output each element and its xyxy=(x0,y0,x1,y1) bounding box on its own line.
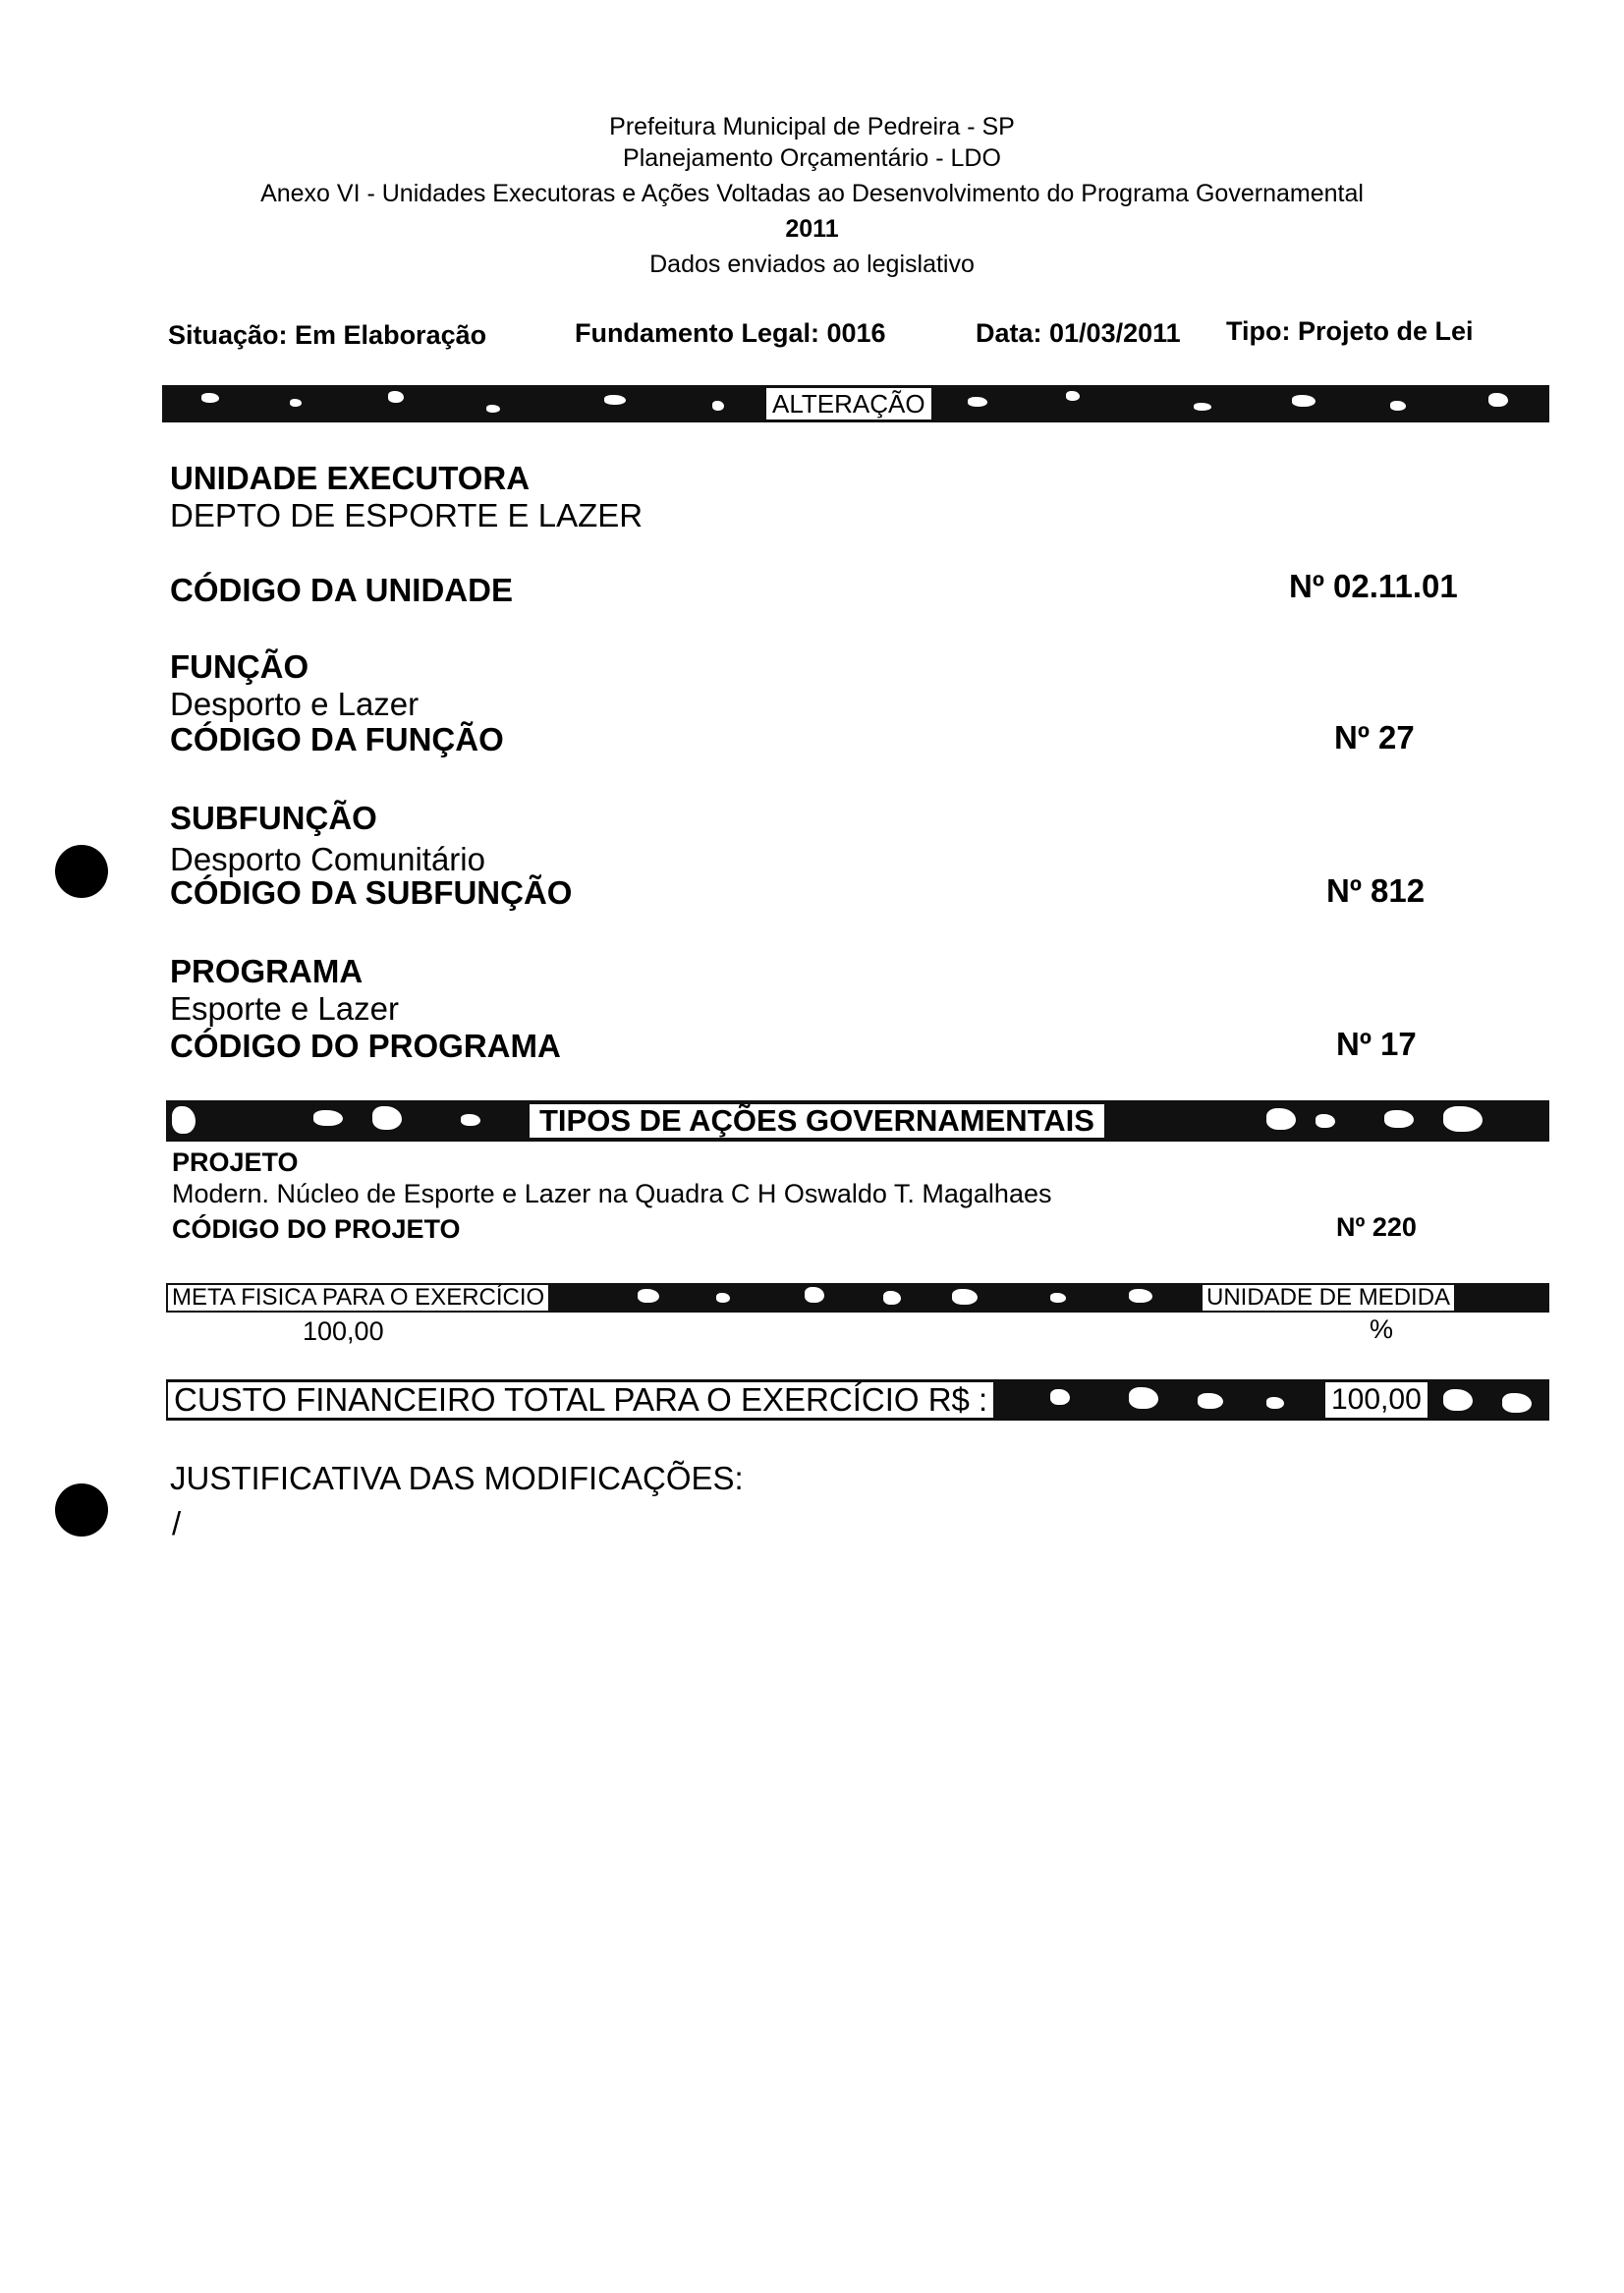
programa-title: PROGRAMA xyxy=(170,953,364,989)
meta-fisica-label: META FISICA PARA O EXERCÍCIO xyxy=(168,1285,548,1311)
punch-hole-upper xyxy=(55,845,108,898)
unidade-medida-label: UNIDADE DE MEDIDA xyxy=(1203,1285,1454,1311)
custo-label: CUSTO FINANCEIRO TOTAL PARA O EXERCÍCIO R$ : xyxy=(168,1382,993,1418)
unidade-code: Nº 02.11.01 xyxy=(1289,568,1458,604)
header-year: 2011 xyxy=(785,215,839,243)
justificativa-label: JUSTIFICATIVA DAS MODIFICAÇÕES: xyxy=(170,1460,744,1496)
unidade-code-label: CÓDIGO DA UNIDADE xyxy=(170,572,513,608)
meta-situacao: Situação: Em Elaboração xyxy=(168,320,487,350)
meta-fisica-unit: % xyxy=(1370,1314,1394,1344)
header-line-3: Anexo VI - Unidades Executoras e Ações Voltadas ao Desenvolvimento do Programa Governamental xyxy=(260,180,1364,207)
programa-code: Nº 17 xyxy=(1336,1026,1417,1062)
funcao-code-label: CÓDIGO DA FUNÇÃO xyxy=(170,721,504,757)
tipos-acoes-label: TIPOS DE AÇÕES GOVERNAMENTAIS xyxy=(530,1104,1104,1138)
tipos-acoes-bar xyxy=(166,1100,1549,1142)
custo-bar xyxy=(166,1379,1549,1421)
programa-name: Esporte e Lazer xyxy=(170,990,399,1027)
projeto-code-label: CÓDIGO DO PROJETO xyxy=(172,1214,461,1244)
meta-tipo: Tipo: Projeto de Lei xyxy=(1226,316,1474,346)
header-line-5: Dados enviados ao legislativo xyxy=(649,251,975,278)
header-line-2: Planejamento Orçamentário - LDO xyxy=(623,144,1001,172)
alteracao-bar xyxy=(162,385,1549,422)
programa-code-label: CÓDIGO DO PROGRAMA xyxy=(170,1028,561,1064)
meta-fundamento: Fundamento Legal: 0016 xyxy=(575,318,886,348)
projeto-code: Nº 220 xyxy=(1336,1212,1417,1242)
meta-fisica-bar xyxy=(166,1283,1549,1313)
punch-hole-lower xyxy=(55,1483,108,1537)
projeto-name: Modern. Núcleo de Esporte e Lazer na Quadra C H Oswaldo T. Magalhaes xyxy=(172,1179,1052,1208)
meta-data: Data: 01/03/2011 xyxy=(976,318,1181,348)
subfuncao-name: Desporto Comunitário xyxy=(170,841,485,877)
justificativa-text: / xyxy=(172,1505,182,1541)
funcao-name: Desporto e Lazer xyxy=(170,686,420,722)
projeto-title: PROJETO xyxy=(172,1147,299,1177)
custo-value: 100,00 xyxy=(1325,1382,1428,1418)
subfuncao-code-label: CÓDIGO DA SUBFUNÇÃO xyxy=(170,874,573,911)
meta-fisica-value: 100,00 xyxy=(303,1316,384,1346)
subfuncao-code: Nº 812 xyxy=(1326,872,1426,909)
header-line-1: Prefeitura Municipal de Pedreira - SP xyxy=(609,113,1015,140)
alteracao-label: ALTERAÇÃO xyxy=(766,388,931,419)
unidade-title: UNIDADE EXECUTORA xyxy=(170,460,531,496)
subfuncao-title: SUBFUNÇÃO xyxy=(170,800,377,836)
funcao-title: FUNÇÃO xyxy=(170,648,309,685)
funcao-code: Nº 27 xyxy=(1334,719,1415,755)
unidade-name: DEPTO DE ESPORTE E LAZER xyxy=(170,497,644,533)
